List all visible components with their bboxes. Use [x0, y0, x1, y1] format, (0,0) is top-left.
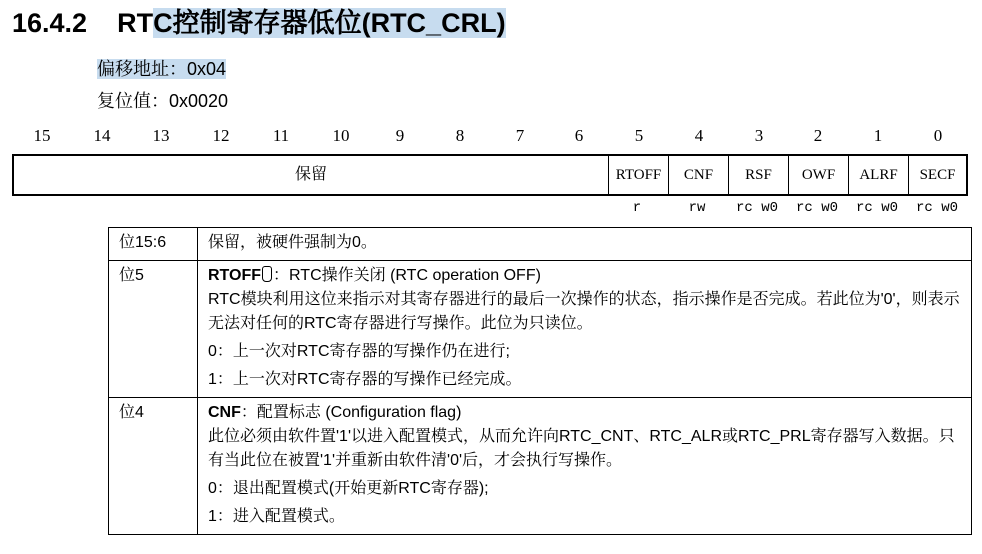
register-diagram	[12, 154, 968, 196]
register-field-rtoff: RTOFF	[608, 156, 668, 194]
offset-address-text: 偏移地址：0x04	[97, 59, 227, 79]
bit-number: 13	[152, 126, 170, 145]
access-type-owf: rc w0	[795, 200, 838, 216]
access-type-cnf: rw	[688, 200, 706, 216]
title-highlighted: C控制寄存器低位(RTC_CRL)	[153, 8, 506, 38]
bit-number: 5	[634, 126, 644, 145]
bit-number: 15	[33, 126, 51, 145]
bit-number: 7	[515, 126, 525, 145]
mouse-cursor-icon	[262, 266, 272, 282]
access-type-rtoff: r	[632, 200, 642, 216]
bit-number: 0	[933, 126, 943, 145]
bit-number: 12	[212, 126, 230, 145]
option-1: 1：上一次对RTC寄存器的写操作已经完成。	[208, 371, 522, 388]
register-field-secf: SECF	[908, 156, 966, 194]
table-row	[109, 398, 972, 535]
description-body: RTC模块利用这位来指示对其寄存器进行的最后一次操作的状态，指示操作是否完成。若此位为'0'，则表示无法对任何的RTC寄存器进行写操作。此位为只读位。	[208, 291, 960, 332]
bit-number: 2	[813, 126, 823, 145]
bit-number: 4	[694, 126, 704, 145]
bit-description	[198, 228, 972, 261]
access-type-alrf: rc w0	[855, 200, 898, 216]
register-field-alrf: ALRF	[848, 156, 908, 194]
bit-number: 10	[332, 126, 350, 145]
section-title	[12, 6, 506, 40]
bit-number-row	[12, 126, 968, 146]
description-head	[208, 401, 961, 425]
bit-number: 11	[272, 126, 290, 145]
description-body: 此位必须由软件置'1'以进入配置模式，从而允许向RTC_CNT、RTC_ALR或RTC_PRL寄存器写入数据。只有当此位在被置'1'并重新由软件清'0'后，才会执行写操作。	[208, 428, 955, 469]
bit-number: 8	[455, 126, 465, 145]
bit-number: 6	[574, 126, 584, 145]
bit-number: 14	[93, 126, 111, 145]
field-summary: ：RTC操作关闭 (RTC operation OFF)	[273, 267, 541, 284]
option-1: 1：进入配置模式。	[208, 508, 345, 525]
bit-number: 9	[395, 126, 405, 145]
reset-value: 复位值：0x0020	[97, 91, 229, 111]
bit-description-table	[108, 227, 972, 535]
table-row	[109, 261, 972, 398]
register-field-rsf: RSF	[728, 156, 788, 194]
offset-address	[97, 58, 226, 80]
bit-description	[198, 398, 972, 535]
bit-label: 位15:6	[109, 228, 198, 261]
description-head: 保留，被硬件强制为0。	[208, 234, 377, 251]
option-0: 0：上一次对RTC寄存器的写操作仍在进行;	[208, 343, 510, 360]
bit-number: 3	[754, 126, 764, 145]
bit-label: 位5	[109, 261, 198, 398]
option-0: 0：退出配置模式(开始更新RTC寄存器);	[208, 480, 489, 497]
access-type-rsf: rc w0	[735, 200, 778, 216]
field-name: CNF	[208, 404, 241, 421]
field-name: RTOFF	[208, 267, 262, 284]
bit-number: 1	[873, 126, 883, 145]
table-row	[109, 228, 972, 261]
register-field-owf: OWF	[788, 156, 848, 194]
bit-description	[198, 261, 972, 398]
register-field-cnf: CNF	[668, 156, 728, 194]
title-prefix: RT	[117, 8, 154, 38]
bit-label: 位4	[109, 398, 198, 535]
field-summary: ：配置标志 (Configuration flag)	[240, 404, 462, 421]
access-type-secf: rc w0	[915, 200, 958, 216]
section-number: 16.4.2	[12, 8, 88, 38]
register-field-reserved: 保留	[294, 166, 327, 183]
description-head	[208, 264, 961, 288]
access-type-row	[12, 200, 968, 220]
